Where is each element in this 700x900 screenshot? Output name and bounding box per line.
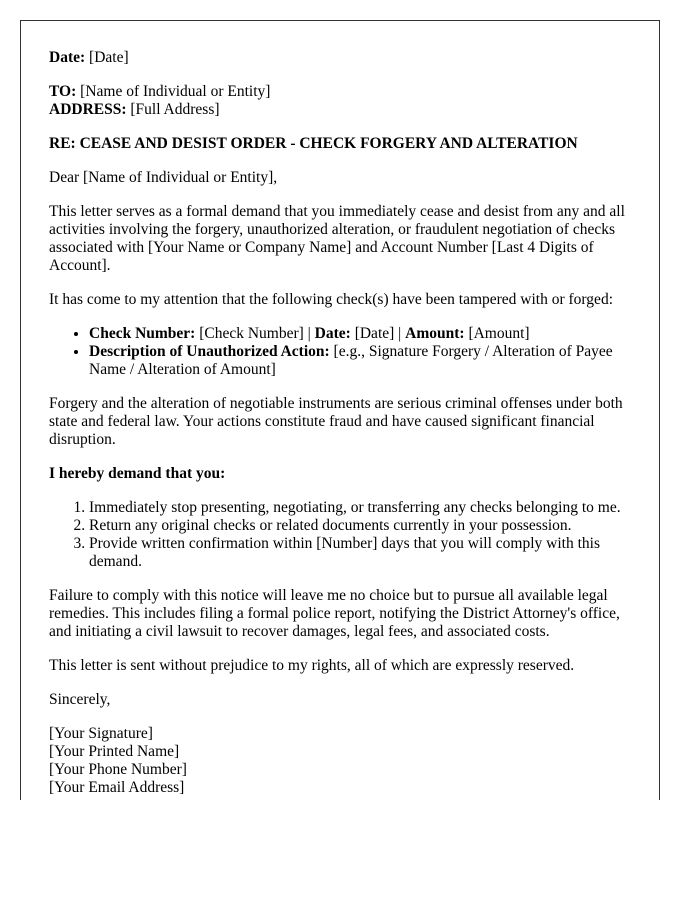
unauthorized-action-label: Description of Unauthorized Action: — [89, 343, 330, 360]
to-line — [49, 83, 631, 101]
closing: Sincerely, — [49, 691, 111, 708]
demand-heading-text: I hereby demand that you: — [49, 465, 226, 482]
address-line — [49, 101, 631, 119]
paragraph-offense: Forgery and the alteration of negotiable instruments are serious criminal offenses under both state and federal law. Your actions constitute fraud and have caused significant financial disruption. — [49, 395, 623, 448]
paragraph-consequences: Failure to comply with this notice will leave me no choice but to pursue all available legal remedies. This includes filing a formal police report, notifying the District Attorney's office, and initiating a civil lawsuit to recover damages, legal fees, and associated costs. — [49, 587, 620, 640]
check-details-list — [49, 325, 631, 379]
paragraph-demand-intro: This letter serves as a formal demand that you immediately cease and desist from any and all activities involving the forgery, unauthorized alteration, or fraudulent negotiation of checks associated with [Your Name or Company Name] and Account Number [Last 4 Digits of Account]. — [49, 203, 625, 274]
paragraph-checks-intro: It has come to my attention that the following check(s) have been tampered with or forged: — [49, 291, 613, 308]
email-line: [Your Email Address] — [49, 779, 185, 796]
signature-line: [Your Signature] — [49, 725, 153, 742]
date-value: [Date] — [85, 49, 129, 66]
check-number-value: [Check Number] | — [195, 325, 315, 342]
date-line — [49, 49, 631, 67]
demand-item: 2. Return any original checks or related documents currently in your possession. — [89, 517, 631, 535]
printed-name-line: [Your Printed Name] — [49, 743, 180, 760]
demand-list — [49, 499, 631, 571]
check-date-value: [Date] | — [350, 325, 406, 342]
demand-heading — [49, 465, 631, 483]
demand-item: 3. Provide written confirmation within [Number] days that you will comply with this demand. — [89, 535, 631, 571]
to-label: TO: — [49, 83, 77, 100]
address-value: [Full Address] — [126, 101, 220, 118]
signature-block — [49, 725, 631, 797]
check-details-item — [89, 325, 631, 343]
letter-body — [21, 21, 659, 797]
phone-line: [Your Phone Number] — [49, 761, 187, 778]
unauthorized-action-item — [89, 343, 631, 379]
address-label: ADDRESS: — [49, 101, 127, 118]
letter-page — [20, 20, 660, 800]
unauthorized-action-value: [e.g., Signature Forgery / Alteration of Payee Name / Alteration of Amount] — [89, 343, 613, 378]
subject-line — [49, 135, 631, 153]
subject-text: RE: CEASE AND DESIST ORDER - CHECK FORGERY AND ALTERATION — [49, 135, 578, 152]
date-label: Date: — [49, 49, 86, 66]
paragraph-reservation: This letter is sent without prejudice to my rights, all of which are expressly reserved. — [49, 657, 575, 674]
check-amount-value: [Amount] — [464, 325, 530, 342]
salutation: Dear [Name of Individual or Entity], — [49, 169, 278, 186]
check-date-label: Date: — [314, 325, 351, 342]
check-number-label: Check Number: — [89, 325, 196, 342]
to-value: [Name of Individual or Entity] — [76, 83, 271, 100]
demand-item: 1. Immediately stop presenting, negotiating, or transferring any checks belonging to me. — [89, 499, 631, 517]
check-amount-label: Amount: — [405, 325, 465, 342]
